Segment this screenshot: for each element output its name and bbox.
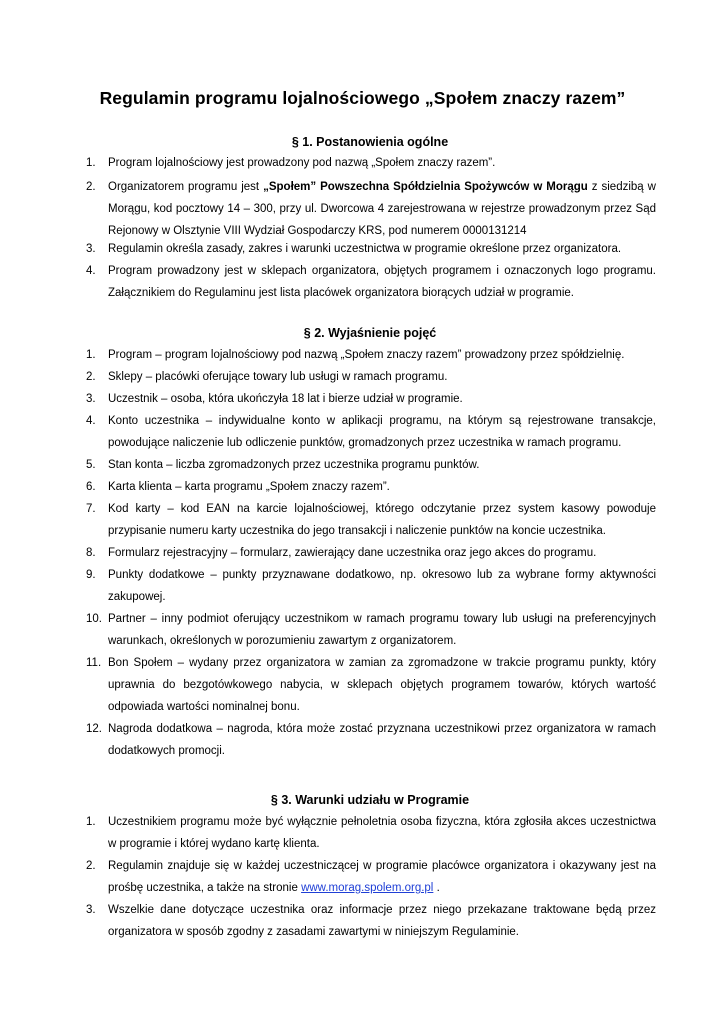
item-number: 11.: [86, 657, 102, 669]
item-number: 9.: [86, 569, 96, 581]
item-text: [108, 855, 656, 899]
item-text: Program prowadzony jest w sklepach organizatora, objętych programem i oznaczonych logo programu. Załącznikiem do Regulaminu jest lista placówek organizatora biorących udział w programie.: [108, 265, 656, 299]
item-text: Stan konta – liczba zgromadzonych przez uczestnika programu punktów.: [108, 459, 480, 471]
item-number: 1.: [86, 157, 96, 169]
item-text: Partner – inny podmiot oferujący uczestnikom w ramach programu towary lub usługi na preferencyjnych warunkach, określonych w porozumieniu zawartym z organizatorem.: [108, 613, 656, 647]
item-text-part: Regulamin znajduje się w każdej uczestniczącej w programie placówce organizatora i okazywany jest na prośbę uczestnika, a także na stronie: [108, 860, 656, 894]
list-item: [0, 410, 725, 454]
item-text: Program lojalnościowy jest prowadzony pod nazwą „Społem znaczy razem”.: [108, 157, 496, 169]
list-item: [0, 454, 725, 476]
list-item: [0, 608, 725, 652]
item-text: Kod karty – kod EAN na karcie lojalnościowej, którego odczytanie przez system kasowy powoduje przypisanie numeru karty uczestnika do jego transakcji i naliczenie punktów na koncie uczestnika.: [108, 503, 656, 537]
item-number: 3.: [86, 904, 96, 916]
section-2-list: [0, 344, 725, 762]
list-item: [0, 498, 725, 542]
item-number: 8.: [86, 547, 96, 559]
list-item: [0, 542, 725, 564]
list-item: [0, 366, 725, 388]
item-text: Regulamin określa zasady, zakres i warunki uczestnictwa w programie określone przez organizatora.: [108, 243, 622, 255]
section-2-heading: § 2. Wyjaśnienie pojęć: [303, 326, 437, 340]
list-item: [0, 152, 725, 174]
item-number: 1.: [86, 816, 96, 828]
list-item: [0, 652, 725, 718]
item-number: 10.: [86, 613, 102, 625]
item-text: Konto uczestnika – indywidualne konto w aplikacji programu, na którym są rejestrowane transakcje, powodujące naliczenie lub odliczenie punktów, gromadzonych przez uczestnika w ramach programu.: [108, 415, 656, 449]
item-text: Wszelkie dane dotyczące uczestnika oraz informacje przez niego przekazane traktowane będą przez organizatora w sposób zgodny z zasadami zawartymi w niniejszym Regulaminie.: [108, 904, 656, 938]
list-item: [0, 899, 725, 943]
item-number: 4.: [86, 415, 96, 427]
item-text: Karta klienta – karta programu „Społem znaczy razem”.: [108, 481, 390, 493]
item-text-part: z siedzibą w Morągu, kod pocztowy 14 – 300, przy ul. Dworcowa 4 zarejestrowana w rejestrze prowadzonym przez Sąd Rejonowy w Olsztynie VIII Wydział Gospodarczy KRS, pod numerem 0000131214: [108, 181, 656, 237]
section-1-list: [0, 152, 725, 304]
list-item: [0, 176, 725, 242]
document-title: Regulamin programu lojalnościowego „Społem znaczy razem”: [99, 88, 626, 108]
list-item: [0, 855, 725, 899]
list-item: [0, 388, 725, 410]
item-text: Uczestnik – osoba, która ukończyła 18 lat i bierze udział w programie.: [108, 393, 463, 405]
item-text: Uczestnikiem programu może być wyłącznie pełnoletnia osoba fizyczna, która zgłosiła akces uczestnictwa w programie i której wydano kartę klienta.: [108, 816, 656, 850]
list-item: [0, 476, 725, 498]
website-link[interactable]: www.morag.spolem.org.pl: [301, 882, 434, 894]
item-text: Program – program lojalnościowy pod nazwą „Społem znaczy razem” prowadzony przez spółdzielnię.: [108, 349, 625, 361]
item-number: 12.: [86, 723, 102, 735]
item-text-part: Organizatorem programu jest: [108, 181, 264, 193]
item-text: Bon Społem – wydany przez organizatora w zamian za zgromadzone w trakcie programu punkty, który uprawnia do bezgotówkowego nabycia, w sklepach objętych programem towarów, których wartość odpowiada wartości nominalnej bonu.: [108, 657, 656, 713]
list-item: [0, 260, 725, 304]
list-item: [0, 238, 725, 260]
list-item: [0, 811, 725, 855]
item-number: 3.: [86, 243, 96, 255]
item-text: [108, 176, 656, 242]
item-text: Sklepy – placówki oferujące towary lub usługi w ramach programu.: [108, 371, 448, 383]
list-item: [0, 718, 725, 762]
item-text-part: .: [433, 882, 440, 894]
item-number: 4.: [86, 265, 96, 277]
item-number: 2.: [86, 371, 96, 383]
item-number: 5.: [86, 459, 96, 471]
list-item: [0, 564, 725, 608]
item-number: 1.: [86, 349, 96, 361]
item-number: 2.: [86, 181, 96, 193]
organizer-name: „Społem” Powszechna Spółdzielnia Spożywców w Morągu: [263, 181, 588, 193]
item-text: Formularz rejestracyjny – formularz, zawierający dane uczestnika oraz jego akces do programu.: [108, 547, 597, 559]
list-item: [0, 344, 725, 366]
item-number: 6.: [86, 481, 96, 493]
item-number: 3.: [86, 393, 96, 405]
item-number: 2.: [86, 860, 96, 872]
item-text: Nagroda dodatkowa – nagroda, która może zostać przyznana uczestnikowi przez organizatora w ramach dodatkowych promocji.: [108, 723, 656, 757]
section-3-list: [0, 811, 725, 943]
section-3-heading: § 3. Warunki udziału w Programie: [270, 793, 470, 807]
item-text: Punkty dodatkowe – punkty przyznawane dodatkowo, np. okresowo lub za wybrane formy aktywności zakupowej.: [108, 569, 656, 603]
section-1-heading: § 1. Postanowienia ogólne: [291, 135, 449, 149]
item-number: 7.: [86, 503, 96, 515]
